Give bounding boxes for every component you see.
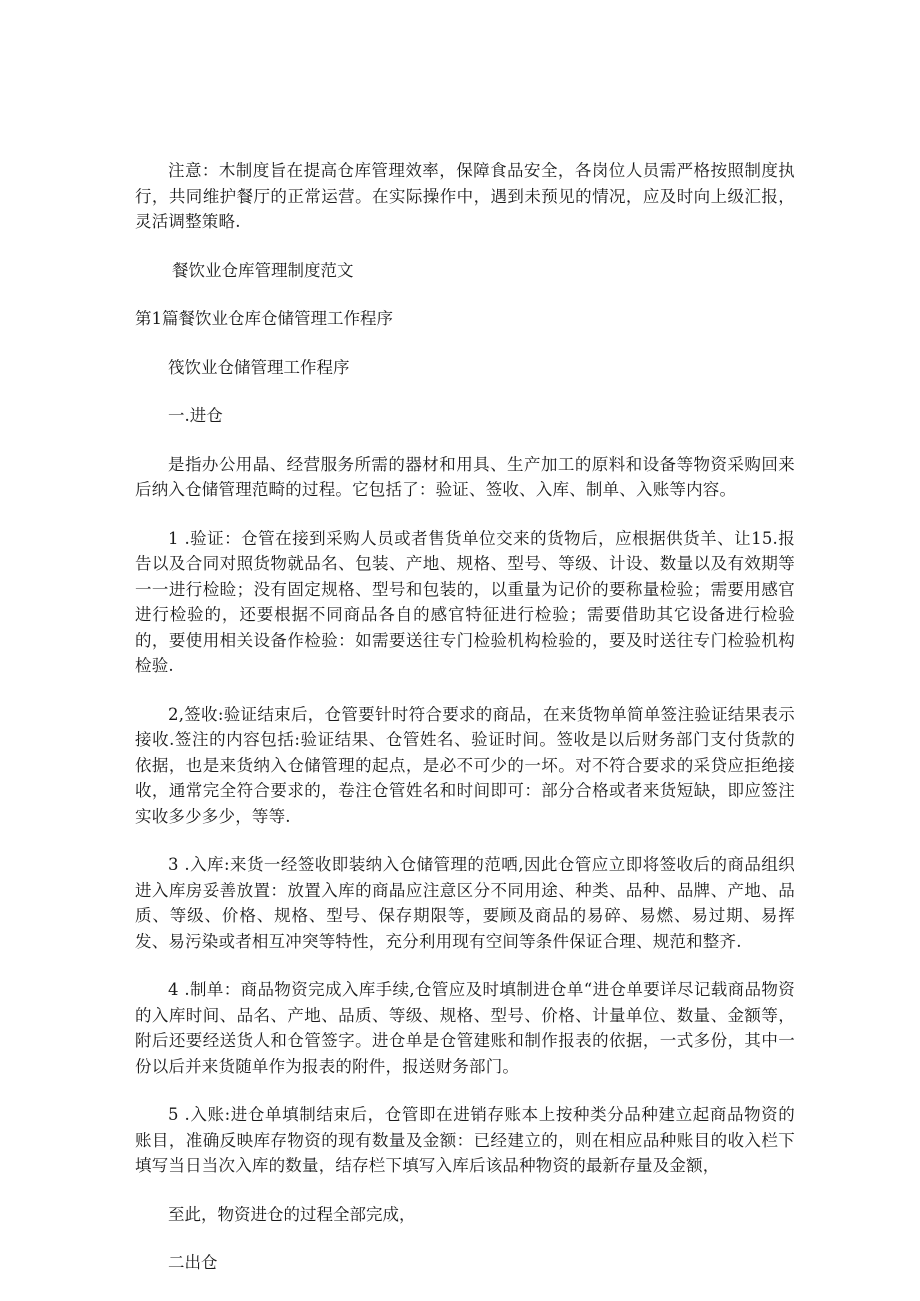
item-2-signing: 2,签收:验证结束后，仓管要针时符合要求的商品，在来货物单简单签注验证结果表示接收.签注的内容包括:验证结果、仓管姓名、验证时间。签收是以后财务部门支付货款的依据，也是来货纳入仓储管理的起点，是必不可少的一坏。对不符合要求的采贷应拒绝接收，通常完全符合要求的，卷注仓管姓名和时间即可：部分合格或者来货短缺，即应签注实收多少多少，等等. [135, 704, 795, 826]
note-paragraph: 注意：木制度旨在提高仓库管理效率，保障食品安全，各岗位人员需严格按照制度执行，共同维护餐厅的正常运营。在实际操作中，遇到未预见的情况，应及时向上级汇报，灵活调整策略. [135, 161, 795, 231]
item-1-verification: 1 .验证：仓管在接到采购人员或者售货单位交来的货物后，应根据供货羊、让15.报告以及合同对照货物就品名、包装、产地、规格、型号、等级、计设、数量以及有效期等一一进行检睑；没有固定规格、型号和包装的，以重量为记价的要称量检验；需要用感官进行检验的，还要根据不同商品各自的感官特征进行检验；需要借助其它设备进行检验的，要使用相关设备作检验：如需要送往专门检验机构检验的，要及时送往专门检验机构检验. [135, 528, 795, 675]
chapter-subtitle: 筏饮业仓储管理工作程序 [168, 357, 350, 377]
document-title: 餐饮业仓库管理制度范文 [172, 260, 354, 280]
item-5-bookkeeping: 5 .入账:进仓单填制结束后，仓管即在进销存账本上按种类分品种建立起商品物资的账目，准确反映库存物资的现有数量及金额：已经建立的，则在相应品种账目的收入栏下填写当日当次入库的数量，结存栏下填写入库后该品种物资的最新存量及金额， [135, 1105, 795, 1175]
section-2-title: 二出仓 [168, 1253, 218, 1272]
item-3-storage: 3 .入库:来货一经签收即装纳入仓储管理的范哂,因此仓管应立即将签收后的商品组织进入库房妥善放置：放置入库的商晶应注意区分不同用途、种类、品种、品牌、产地、品质、等级、价格、规格、型号、保存期限等，要顾及商品的易碎、易燃、易过期、易挥发、易污染或者相互冲突等特性，充分利用现有空间等条件保证合理、规范和整齐. [135, 855, 795, 951]
item-4-voucher: 4 .制单：商品物资完成入库手续,仓管应及时填制进仓单“进仓单要详尽记载商品物资的入库时间、品名、产地、品质、等级、规格、型号、价格、计量单位、数量、金额等，附后还要经送货人和仓管签字。进仓单是仓管建账和制作报表的依据，一式多份，其中一份以后并来货随单作为报表的附件，报送财务部门。 [135, 980, 795, 1076]
summary-line: 至此，物资进仓的过程全部完成， [168, 1204, 416, 1224]
document-body [135, 158, 795, 1276]
section-1-intro: 是指办公用晶、经营服务所需的器材和用具、生产加工的原料和设备等物资采购回来后纳入仓储管理范畸的过程。它包括了：验证、签收、入库、制单、入账等内容。 [135, 454, 795, 499]
section-1-title: 一.进仓 [168, 406, 223, 425]
chapter-title: 第1篇餐饮业仓库仓储管理工作程序 [135, 309, 393, 328]
